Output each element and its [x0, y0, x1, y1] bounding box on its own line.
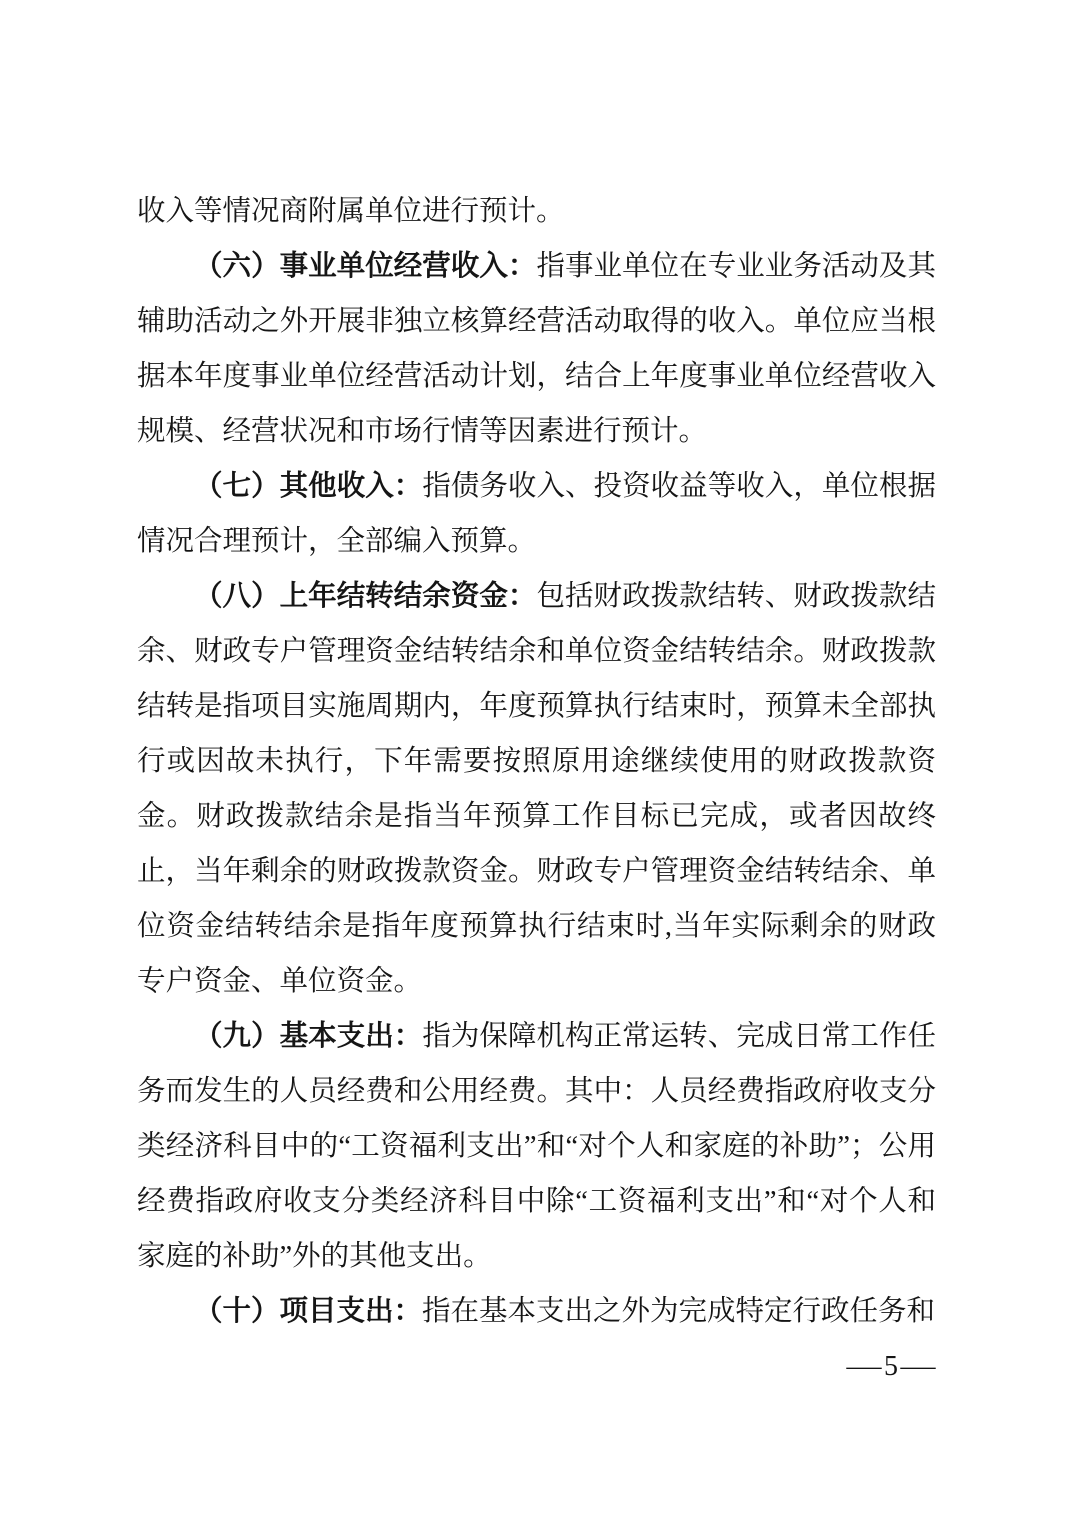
page-number-footer: [844, 1347, 938, 1387]
paragraph-lead: （十）项目支出：: [194, 1296, 423, 1327]
paragraph-lead: （九）基本支出：: [194, 1021, 423, 1052]
paragraph-text: 指债务收入、投资收益等收入，单位根据情况合理预计，全部编入预算。: [137, 471, 936, 557]
paragraph-continuation: [137, 184, 936, 239]
document-body: [137, 184, 936, 1339]
paragraph-lead: （六）事业单位经营收入：: [194, 251, 537, 282]
paragraph-item-10: [137, 1284, 936, 1339]
paragraph-item-8: [137, 569, 936, 1009]
paragraph-item-6: [137, 239, 936, 459]
paragraph-lead: （七）其他收入：: [194, 471, 423, 502]
paragraph-text: 包括财政拨款结转、财政拨款结余、财政专户管理资金结转结余和单位资金结转结余。财政拨款结转是指项目实施周期内，年度预算执行结束时，预算未全部执行或因故未执行，下年需要按照原用途继续使用的财政拨款资金。财政拨款结余是指当年预算工作目标已完成，或者因故终止，当年剩余的财政拨款资金。财政专户管理资金结转结余、单位资金结转结余是指年度预算执行结束时,当年实际剩余的财政专户资金、单位资金。: [137, 581, 936, 997]
paragraph-lead: （八）上年结转结余资金：: [194, 581, 537, 612]
paragraph-item-7: [137, 459, 936, 569]
paragraph-text: 收入等情况商附属单位进行预计。: [137, 196, 565, 227]
footer-dash-right: —: [900, 1351, 936, 1382]
paragraph-text: 指事业单位在专业业务活动及其辅助活动之外开展非独立核算经营活动取得的收入。单位应当根据本年度事业单位经营活动计划，结合上年度事业单位经营收入规模、经营状况和市场行情等因素进行预计。: [137, 251, 936, 447]
paragraph-text: 指在基本支出之外为完成特定行政任务和: [422, 1296, 936, 1327]
paragraph-text: 指为保障机构正常运转、完成日常工作任务而发生的人员经费和公用经费。其中：人员经费指政府收支分类经济科目中的“工资福利支出”和“对个人和家庭的补助”；公用经费指政府收支分类经济科目中除“工资福利支出”和“对个人和家庭的补助”外的其他支出。: [137, 1021, 936, 1272]
paragraph-item-9: [137, 1009, 936, 1284]
footer-dash-left: —: [846, 1351, 882, 1382]
page-number: 5: [884, 1351, 898, 1382]
